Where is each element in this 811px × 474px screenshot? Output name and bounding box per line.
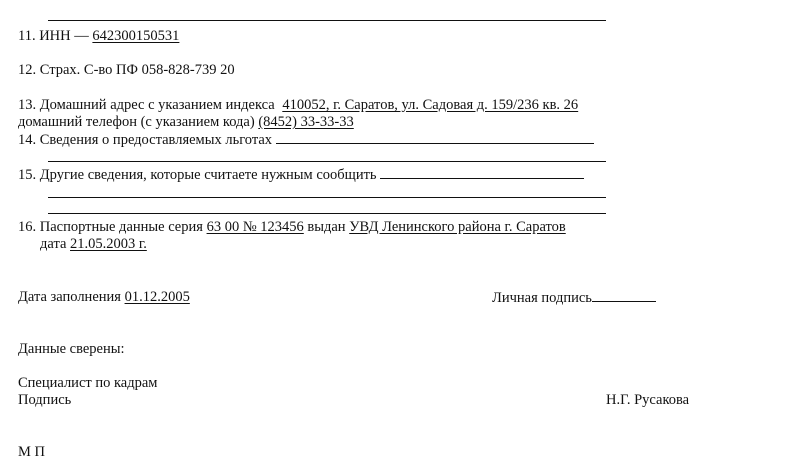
address-value: 410052, г. Саратов, ул. Садовая д. 159/236 кв. 26	[282, 97, 579, 113]
other-line	[18, 166, 584, 184]
other-rule-3	[48, 213, 606, 214]
benefits-rule-2	[48, 161, 606, 162]
phone-line	[18, 114, 354, 131]
passport-line	[18, 219, 566, 236]
pf-line: 12. Страх. С-во ПФ 058-828-739 20	[18, 62, 235, 78]
specialist-name: Н.Г. Русакова	[606, 392, 690, 408]
inn-label: 11. ИНН —	[18, 28, 89, 44]
phone-value: (8452) 33-33-33	[258, 114, 354, 130]
issued-value: УВД Ленинского района г. Саратов	[349, 219, 566, 235]
date-label: дата	[40, 236, 67, 252]
other-rule-2	[48, 197, 606, 198]
passport-number: 63 00 № 123456	[206, 219, 304, 235]
fill-date-line	[18, 289, 190, 306]
signature-blank	[592, 289, 656, 302]
address-line	[18, 97, 578, 114]
fill-date-label: Дата заполнения	[18, 289, 121, 305]
inn-line	[18, 28, 179, 45]
fill-date-value: 01.12.2005	[124, 289, 190, 305]
passport-date-line	[40, 236, 147, 253]
stamp-text: М П	[18, 444, 45, 460]
benefits-line	[18, 131, 594, 149]
top-rule	[48, 20, 606, 21]
inn-value: 642300150531	[92, 28, 180, 44]
address-label: 13. Домашний адрес с указанием индекса	[18, 97, 275, 113]
phone-label: домашний телефон (с указанием кода)	[18, 114, 255, 130]
signature-line	[492, 289, 656, 307]
other-blank	[380, 166, 584, 179]
specialist-text: Специалист по кадрам	[18, 375, 158, 391]
issued-label: выдан	[307, 219, 346, 235]
benefits-label: 14. Сведения о предоставляемых льготах	[18, 132, 273, 148]
signature-label: Личная подпись	[492, 290, 592, 306]
sign-text: Подпись	[18, 392, 72, 408]
benefits-blank	[276, 131, 594, 144]
passport-label: 16. Паспортные данные серия	[18, 219, 203, 235]
date-value: 21.05.2003 г.	[70, 236, 147, 252]
other-label: 15. Другие сведения, которые считаете нужным сообщить	[18, 167, 377, 183]
verified-text: Данные сверены:	[18, 341, 125, 357]
